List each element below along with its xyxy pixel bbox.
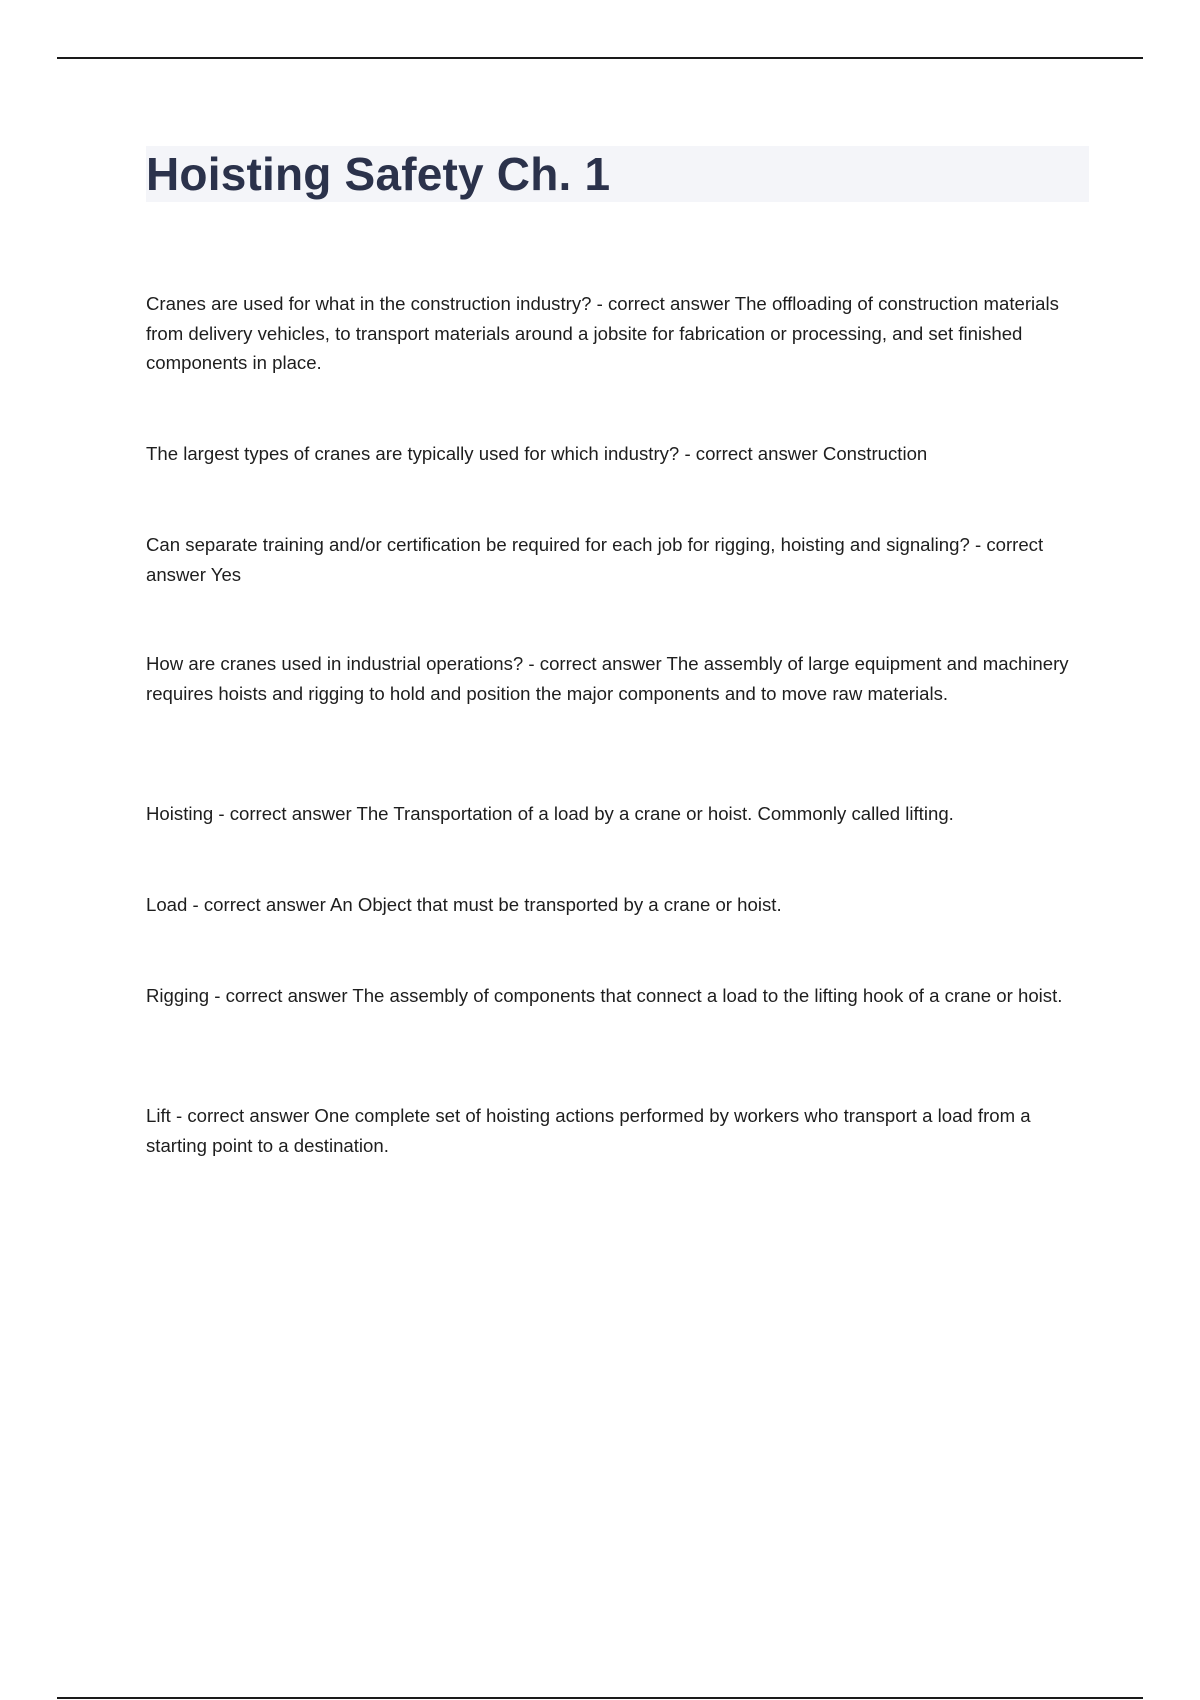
- qa-entry-load: Load - correct answer An Object that must be transported by a crane or hoist.: [146, 894, 782, 915]
- footer-rule: [57, 1697, 1143, 1699]
- page-title: Hoisting Safety Ch. 1: [146, 148, 611, 200]
- qa-entry-industrial-operations: How are cranes used in industrial operations? - correct answer The assembly of large equipment and machinery requires hoists and rigging to hold and position the major components and to move raw materials.: [146, 653, 1069, 704]
- qa-entry-rigging: Rigging - correct answer The assembly of components that connect a load to the lifting hook of a crane or hoist.: [146, 985, 1063, 1006]
- qa-entry-lift: Lift - correct answer One complete set of hoisting actions performed by workers who transport a load from a starting point to a destination.: [146, 1105, 1031, 1156]
- qa-entry-cranes-construction: Cranes are used for what in the construction industry? - correct answer The offloading of construction materials from delivery vehicles, to transport materials around a jobsite for fabrication or processing, and set finished components in place.: [146, 293, 1059, 373]
- header-rule: [57, 57, 1143, 59]
- qa-entry-largest-cranes: The largest types of cranes are typically used for which industry? - correct answer Construction: [146, 443, 928, 464]
- qa-entry-separate-training: Can separate training and/or certification be required for each job for rigging, hoisting and signaling? - correct answer Yes: [146, 534, 1044, 585]
- qa-entry-hoisting: Hoisting - correct answer The Transportation of a load by a crane or hoist. Commonly called lifting.: [146, 803, 954, 824]
